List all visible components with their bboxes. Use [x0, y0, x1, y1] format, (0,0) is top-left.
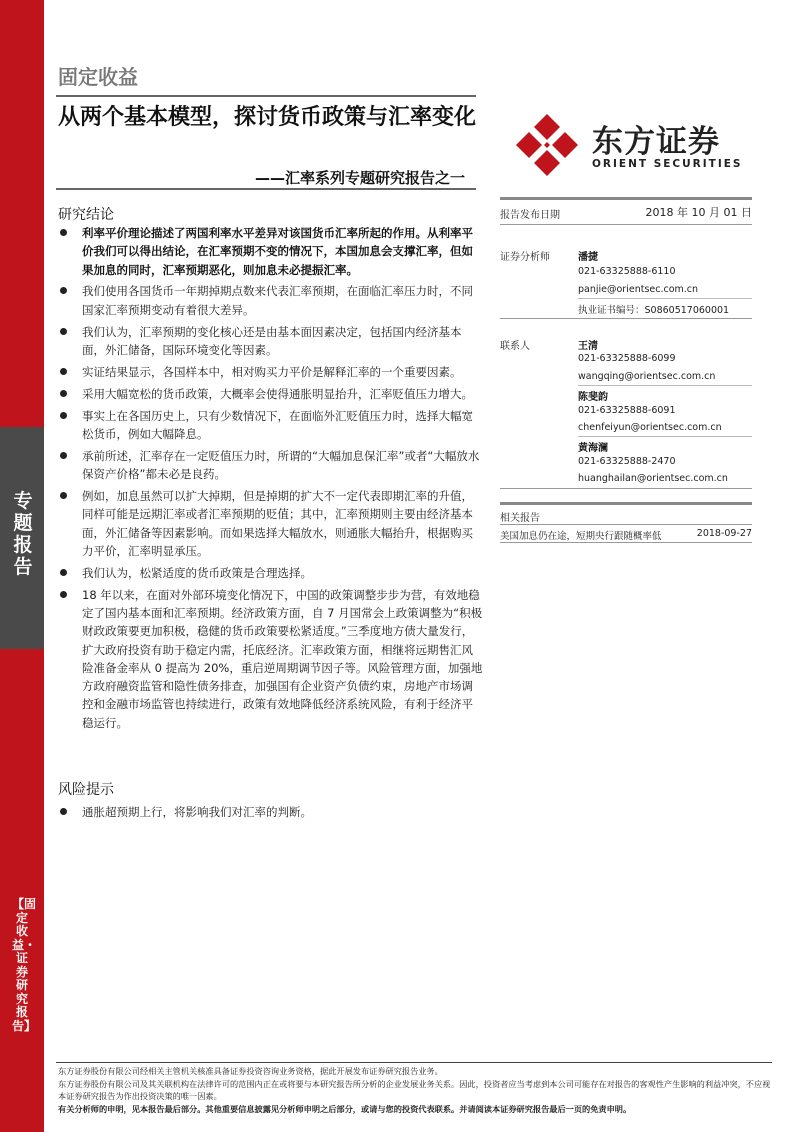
divider [56, 188, 476, 190]
divider [500, 502, 752, 505]
contact-phone: 021-63325888-6099 [578, 353, 676, 364]
contact-phone: 021-63325888-2470 [578, 456, 676, 467]
contacts-label: 联系人 [500, 341, 530, 352]
analyst-license: 执业证书编号：S0860517060001 [578, 305, 730, 316]
list-item: 利率平价理论描述了两国利率水平差异对该国货币汇率所起的作用。从利率平价我们可以得出结论，在汇率预期不变的情况下，本国加息会支撑汇率，但如果加息的同时，汇率预期恶化，则加息未必提振汇率。 [58, 224, 484, 279]
contact-name: 黄海澜 [578, 443, 608, 454]
risk-list [58, 803, 484, 821]
date-label: 报告发布日期 [500, 210, 560, 221]
report-title: 从两个基本模型，探讨货币政策与汇率变化 [58, 105, 477, 130]
list-item: 实证结果显示，各国样本中，相对购买力平价是解释汇率的一个重要因素。 [58, 363, 484, 381]
list-item: 承前所述，汇率存在一定贬值压力时，所谓的“大幅加息保汇率”或者“大幅放水保资产价格”都未必是良药。 [58, 447, 484, 484]
conclusions-heading: 研究结论 [58, 207, 114, 223]
divider [500, 318, 752, 319]
conclusions-list [58, 224, 484, 736]
contact-email: huanghailan@orientsec.com.cn [578, 473, 728, 484]
divider [500, 224, 752, 225]
list-item: 通胀超预期上行，将影响我们对汇率的判断。 [58, 803, 484, 821]
footer-divider [56, 1062, 772, 1063]
list-item: 我们认为，松紧适度的货币政策是合理选择。 [58, 564, 484, 582]
divider [500, 524, 752, 525]
disclaimer-line: 东方证券股份有限公司及其关联机构在法律许可的范围内正在或将要与本研究报告所分析的企业发展业务关系。因此，投资者应当考虑到本公司可能存在对报告的客观性产生影响的利益冲突，不应视本证券研究报告为作出投资决策的唯一因素。 [58, 1078, 771, 1102]
related-report-title[interactable]: 美国加息仍在途，短期央行跟随概率低 [500, 531, 662, 542]
list-item: 事实上在各国历史上，只有少数情况下，在面临外汇贬值压力时，选择大幅宽松货币，例如大幅降息。 [58, 407, 484, 444]
brand-name-cn: 东方证券 [592, 124, 720, 160]
brand-logo [512, 110, 762, 180]
report-type-label: 专题报告 [13, 490, 33, 578]
brand-logo-icon [514, 112, 580, 178]
divider [500, 197, 752, 200]
contact-email: wangqing@orientsec.com.cn [578, 371, 716, 382]
report-subtitle: ——汇率系列专题研究报告之一 [255, 169, 466, 187]
analyst-phone: 021-63325888-6110 [578, 266, 676, 277]
list-item: 我们认为，汇率预期的变化核心还是由基本面因素决定，包括国内经济基本面，外汇储备，国际环境变化等因素。 [58, 323, 484, 360]
divider [578, 298, 752, 299]
related-report-date: 2018-09-27 [696, 528, 752, 539]
disclaimer-line: 东方证券股份有限公司经相关主管机关核准具备证券投资咨询业务资格，据此开展发布证券研究报告业务。 [58, 1066, 443, 1076]
brand-name-en: ORIENT SECURITIES [592, 158, 743, 170]
category-label: 固定收益 [58, 65, 138, 89]
list-item: 采用大幅宽松的货币政策，大概率会使得通胀明显抬升，汇率贬值压力增大。 [58, 385, 484, 403]
analyst-name: 潘捷 [578, 252, 598, 263]
contact-phone: 021-63325888-6091 [578, 405, 676, 416]
related-label: 相关报告 [500, 513, 540, 524]
contact-name: 王清 [578, 341, 598, 352]
divider [578, 436, 752, 437]
divider [500, 542, 752, 543]
list-item: 我们使用各国货币一年期掉期点数来代表汇率预期，在面临汇率压力时，不同国家汇率预期变动有着很大差异。 [58, 282, 484, 319]
report-series-label: 【固定收益・证券研究报告】 [12, 897, 37, 1033]
analyst-label: 证券分析师 [500, 252, 550, 263]
disclaimer-line: 有关分析师的申明，见本报告最后部分。其他重要信息披露见分析师申明之后部分，或请与您的投资代表联系。并请阅读本证券研究报告最后一页的免责申明。 [58, 1103, 632, 1114]
disclaimer-footer [58, 1065, 772, 1115]
divider [500, 488, 752, 489]
risk-heading: 风险提示 [58, 782, 114, 798]
divider [56, 95, 476, 97]
contact-email: chenfeiyun@orientsec.com.cn [578, 422, 722, 433]
list-item: 例如，加息虽然可以扩大掉期，但是掉期的扩大不一定代表即期汇率的升值，同样可能是远期汇率或者汇率预期的贬值；其中，汇率预期则主要由经济基本面，外汇储备等因素影响。而如果选择大幅放水，则通胀大幅抬升，根据购买力平价，汇率明显承压。 [58, 487, 484, 560]
date-value: 2018 年 10 月 01 日 [645, 206, 752, 219]
analyst-email: panjie@orientsec.com.cn [578, 284, 699, 295]
divider [578, 385, 752, 386]
list-item: 18 年以来，在面对外部环境变化情况下，中国的政策调整步步为营，有效地稳定了国内基本面和汇率预期。经济政策方面，自 7 月国常会上政策调整为“积极财政政策要更加积极，稳健的货币政策要松紧适度。”三季度地方债大量发行，扩大政府投资有助于稳定内需，托底经济。汇率政策方面，相继将远期售汇风险准备金率从 0 提高为 20%，重启逆周期调节因子等。风险管理方面，加强地方政府融资监管和隐性债务排查，加强国有企业资产负债约束，房地产市场调控和金融市场监管也持续进行，政策有效地降低经济系统风险，有利于经济平稳运行。 [58, 586, 484, 732]
contact-name: 陈斐韵 [578, 392, 608, 403]
